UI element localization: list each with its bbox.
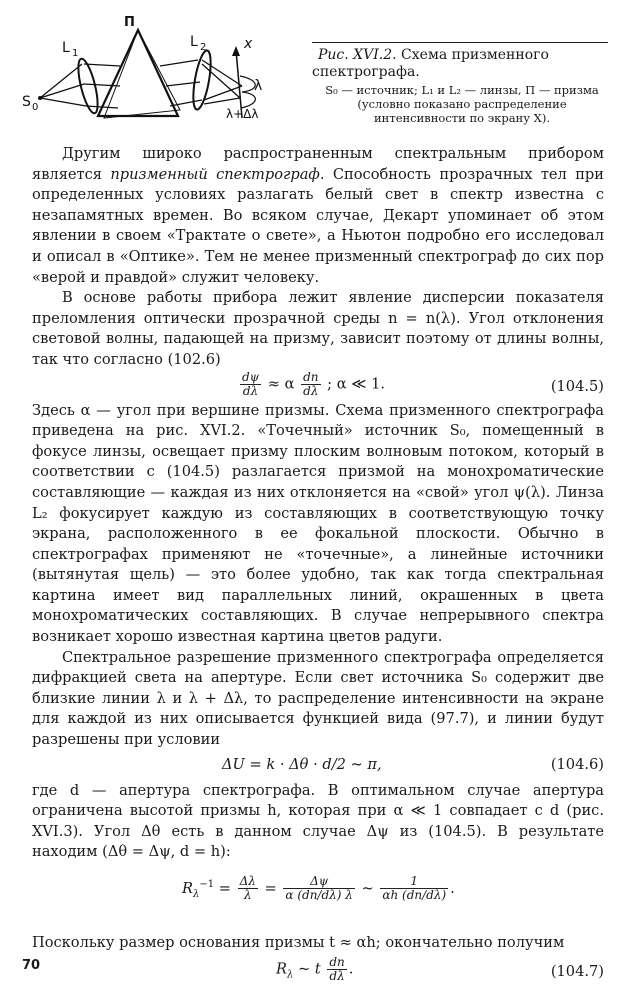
eq3-f3-den: αh (dn/dλ) xyxy=(382,888,447,903)
eq3-equals-2: = xyxy=(264,879,277,897)
eq1-rhs-num: dn xyxy=(303,369,319,384)
equation-104-5 xyxy=(32,371,604,401)
eq1-rhs-frac xyxy=(301,371,320,398)
ray-lambda-plus-label: λ+Δλ xyxy=(226,107,259,121)
equation-104-5-expr xyxy=(238,371,385,398)
equation-104-7-number: (104.7) xyxy=(550,962,604,980)
eq3-f2-den: α (dn/dλ) λ xyxy=(285,888,353,903)
lens2-label: L xyxy=(190,34,198,50)
equation-104-6-expr: ΔU = k · Δθ · d/2 ~ π, xyxy=(222,755,382,773)
eq3-f1-den: λ xyxy=(243,888,252,903)
lens-l2 xyxy=(190,49,214,111)
equation-resolution xyxy=(32,869,604,925)
eq3-frac-1 xyxy=(238,875,258,902)
eq4-mid: ~ t xyxy=(297,960,321,978)
lens1-sub: 1 xyxy=(72,48,79,59)
lens1-label: L xyxy=(62,40,70,56)
equation-104-6 xyxy=(32,755,604,781)
caption-figure-number: Рис. XVI.2. xyxy=(318,47,397,63)
equation-104-6-number: (104.6) xyxy=(550,755,604,773)
eq3-frac-2 xyxy=(283,875,354,902)
page-number: 70 xyxy=(22,958,41,973)
equation-104-5-number: (104.5) xyxy=(550,377,604,395)
eq3-frac-3 xyxy=(380,875,448,902)
eq4-frac xyxy=(327,956,346,983)
equation-resolution-expr xyxy=(182,875,455,905)
paragraph-5: где d — апертура спектрографа. В оптимальном случае апертура ограничена высотой призмы h, которая при α ≪ 1 совпадает с d (рис. XVI.3). Угол Δθ есть в данном случае Δψ из (104.5). В результате находим (Δθ = Δψ, d = h): xyxy=(32,781,604,861)
eq1-tail: ; α ≪ 1. xyxy=(327,375,386,393)
ray-lambda-label: λ xyxy=(254,78,263,94)
eq3-f1-num: Δλ xyxy=(239,874,256,889)
paragraph-1-b: . Способность прозрачных тел при определенных условиях разлагать белый свет в спектр известна с незапамятных времен. Во всяком случае, Декарт упоминает об этом явлении в своем «Трактате о свете», а Ньютон подробно его исследовал и описал в «Оптике». Тем не менее призменный спектрограф до сих пор «верой и правдой» служит человеку. xyxy=(32,165,604,286)
eq1-lhs-frac xyxy=(240,371,261,398)
paragraph-1 xyxy=(32,144,604,288)
paragraph-2: В основе работы прибора лежит явление дисперсии показателя преломления оптически прозрачной среды n = n(λ). Угол отклонения световой волны, падающей на призму, зависит поэтому от длины волны, так что согласно (102.6) xyxy=(32,289,604,368)
paragraph-1-em: призменный спектрограф xyxy=(110,165,320,183)
eq3-lhs: R xyxy=(182,879,193,897)
equation-104-7-expr xyxy=(276,956,353,986)
source-point xyxy=(38,96,42,100)
eq3-lhs-sup: −1 xyxy=(199,879,215,890)
equation-104-7 xyxy=(32,956,604,990)
caption-note: S₀ — источник; L₁ и L₂ — линзы, П — призма (условно показано распределение интенсивности по экрану X). xyxy=(325,83,599,125)
eq1-rhs-den: dλ xyxy=(303,383,319,398)
eq3-tilde: ~ xyxy=(361,879,374,897)
eq1-mid: ≈ α xyxy=(267,375,295,393)
paragraph-1-a: Другим широко распространенным спектральным прибором является xyxy=(32,145,604,183)
eq4-frac-num: dn xyxy=(329,954,345,969)
eq1-lhs-num: dψ xyxy=(242,369,260,384)
prism-label: П xyxy=(124,15,135,30)
main-text xyxy=(32,144,604,990)
lens2-sub: 2 xyxy=(200,42,207,53)
paragraph-3: Здесь α — угол при вершине призмы. Схема призменного спектрографа приведена на рис. XVI.2. «Точечный» источник S₀, помещенный в фокусе линзы, освещает призму плоским волновым потоком, который в соответствии с (104.5) разлагается призмой на монохроматические составляющие — каждая из них отклоняется на «свой» угол ψ(λ). Линза L₂ фокусирует каждую из составляющих в соответствующую точку экрана, расположенного в ее фокальной плоскости. Обычно в спектрографах применяют не «точечные», а линейные источники (вытянутая щель) — это более удобно, так как тогда спектральная картина имеет вид параллельных линий, окрашенных в цвета монохроматических составляющих. В случае непрерывного спектра возникает хорошо известная картина цветов радуги. xyxy=(32,401,604,646)
figure-caption xyxy=(312,42,612,125)
caption-title xyxy=(312,47,612,81)
prism-spectrograph-figure xyxy=(20,14,305,124)
eq3-f2-num: Δψ xyxy=(283,875,354,889)
eq3-end: . xyxy=(450,879,455,897)
eq3-lhs-sub: λ xyxy=(193,888,200,900)
screen-label: x xyxy=(244,36,253,52)
eq4-sub: λ xyxy=(287,969,294,980)
eq3-f3-num: 1 xyxy=(380,875,448,889)
eq4-end: . xyxy=(348,960,354,978)
eq3-equals: = xyxy=(218,879,231,897)
eq1-lhs-den: dλ xyxy=(242,383,259,398)
caption-title-text: Схема призменного спектрографа. xyxy=(312,47,549,80)
source-sub: 0 xyxy=(32,102,39,113)
paragraph-6: Поскольку размер основания призмы t ≈ αh; окончательно получим xyxy=(32,934,565,951)
paragraph-4: Спектральное разрешение призменного спектрографа определяется дифракцией света на апертуре. Если свет источника S₀ содержит две близкие линии λ и λ + Δλ, то распределение интенсивности на экране для каждой из них описывается функцией вида (97.7), и линии будут разрешены при условии xyxy=(32,648,604,749)
caption-rule xyxy=(312,42,608,43)
spectrograph-diagram xyxy=(20,14,305,124)
source-label: S xyxy=(22,94,31,110)
eq4-lhs: R xyxy=(276,960,287,978)
eq4-frac-den: dλ xyxy=(329,968,345,983)
